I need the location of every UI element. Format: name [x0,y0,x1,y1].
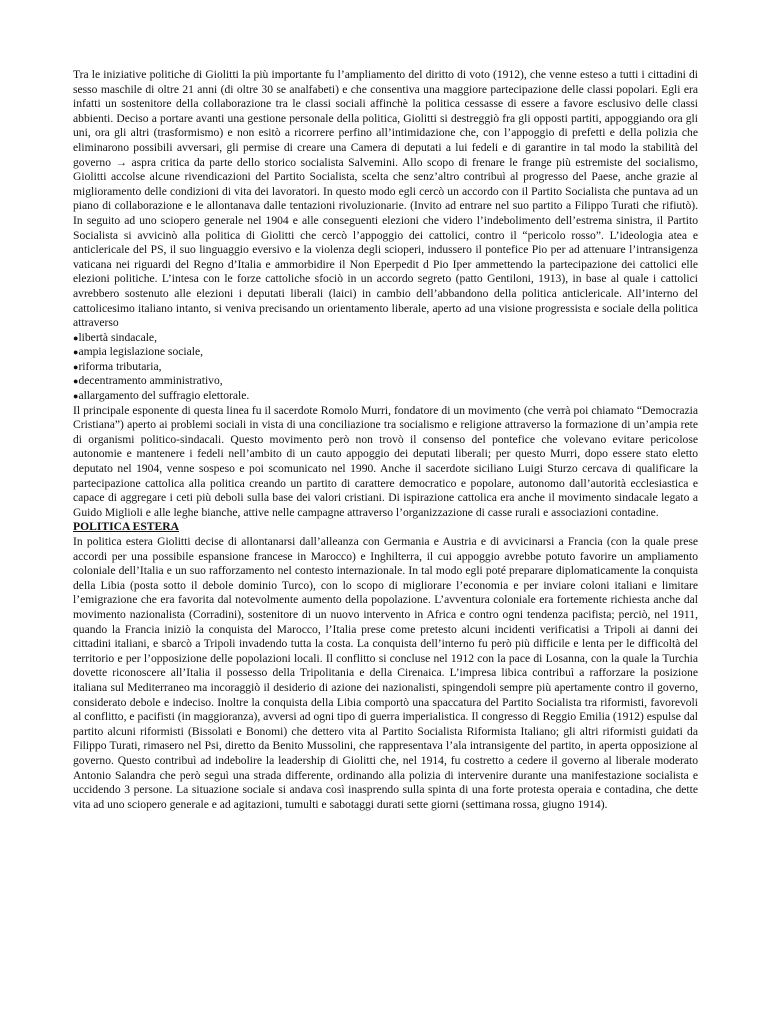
section-heading-politica-estera: POLITICA ESTERA [73,520,179,534]
list-item-text: ampia legislazione sociale, [78,345,204,359]
list-item [73,389,698,404]
paragraph-giolitti-politics: Tra le iniziative politiche di Giolitti la più importante fu l’ampliamento del diritto di voto (1912), che venne esteso a tutti i cittadini di sesso maschile di oltre 21 anni (di oltre 30 se analfabeti) e che consentiva una maggiore partecipazione delle classi popolari. Egli era infatti un sostenitore della collaborazione tra le classi sociali affinchè la politica cessasse di essere a favore esclusivo delle classi abbienti. Deciso a portare avanti una gestione personale della politica, Giolitti si destreggiò fra gli opposti partiti, appoggiando ora gli uni, ora gli altri (trasformismo) e non esitò a ricorrere perfino all’intimidazione che, con l’appoggio di prefetti e della polizia che eliminarono possibili avversari, gli permise di creare una Camera di deputati a lui fedeli e di garantire in tal modo la stabilità del governo → aspra critica da parte dello storico socialista Salvemini. Allo scopo di frenare le frange più estremiste del socialismo, Giolitti accolse alcune rivendicazioni del Partito Socialista, scelta che senz’altro contribuì al progresso del Paese, anche grazie al miglioramento delle condizioni di vita dei lavoratori. In questo modo egli cercò un accordo con il Partito Socialista che puntava ad un piano di collaborazione e le allontanava dalle tentazioni rivoluzionarie. (Invito ad entrare nel suo partito a Filippo Turati che rifiutò). In seguito ad uno sciopero generale nel 1904 e alle conseguenti elezioni che videro l’indebolimento dell’estrema sinistra, il Partito Socialista si avvicinò alla politica di Giolitti che cercò l’appoggio dei cattolici, contro il “pericolo rosso”. L’ideologia atea e anticlericale del PS, il suo linguaggio eversivo e la violenza degli scioperi, indussero il pontefice Pio per ad attenuare l’intransigenza vaticana nei riguardi del Regno d’Italia e ammorbidire il Non Eperpedit d Pio Iper ammettendo la partecipazione dei cattolici elle elezioni politiche. L’intesa con le forze cattoliche sfociò in un accordo segreto (patto Gentiloni, 1913), in base al quale i cattolici avrebbero sostenuto alle elezioni i deputati liberali (laici) in cambio dell’abbandono della politica anticlericale. All’interno del cattolicesimo italiano intanto, si veniva precisando un orientamento liberale, aperto ad una visione progressista e sociale della politica attraverso [73,68,698,330]
list-item-text: riforma tributaria, [78,359,162,373]
list-item-text: decentramento amministrativo, [78,374,223,388]
list-item-text: allargamento del suffragio elettorale. [78,389,250,403]
list-item-text: libertà sindacale, [78,330,157,344]
list-item [73,360,698,375]
paragraph-politica-estera: In politica estera Giolitti decise di allontanarsi dall’alleanza con Germania e Austria e di avvicinarsi a Francia (con la quale prese accordi per una possibile espansione francese in Marocco) e Inghilterra, il cui appoggio avrebbe potuto favorire un ampliamento coloniale dell’Italia e un suo rafforzamento nel contesto internazionale. In tal modo egli poté preparare diplomaticamente la conquista della Libia (posta sotto il debole dominio Turco), con lo scopo di migliorare l’economia e per inviare coloni italiani e limitare l’emigrazione che era favorita dal notevolmente aumento della popolazione. L’avventura coloniale era fortemente richiesta anche dal movimento nazionalista (Corradini), sostenitore di un nuovo intervento in Africa e contro ogni tendenza pacifista; perciò, nel 1911, quando la Francia iniziò la conquista del Marocco, l’Italia prese come pretesto alcuni incidenti verificatisi a Tripoli ai danni dei cittadini italiani, e sbarcò a Tripoli invadendo tutta la costa. La conquista dell’interno fu però più difficile e lenta per le difficoltà del territorio e per l’opposizione delle popolazioni locali. Il conflitto si concluse nel 1912 con la pace di Losanna, con la quale la Turchia dovette riconoscere all’Italia il possesso della Tripolitania e della Cirenaica. L’impresa libica contribuì a rafforzare la posizione italiana sul Mediterraneo ma incoraggiò il desiderio di azione dei nazionalisti, spingendoli sempre più apertamente contro il governo, considerato debole e indeciso. Inoltre la conquista della Libia comportò una spaccatura del Partito Socialista tra riformisti, favorevoli al conflitto, e pacifisti (in maggioranza), avversi ad ogni tipo di guerra imperialistica. Il congresso di Reggio Emilia (1912) espulse dal partito alcuni riformisti (Bissolati e Bonomi) che dettero vita al Partito Socialista Riformista Italiano; gli altri riformisti guidati da Filippo Turati, rimasero nel Psi, diretto da Benito Mussolini, che rappresentava l’ala intransigente del partito, in aperta opposizione al governo. Questo contribuì ad indebolire la leadership di Giolitti che, nel 1914, fu costretto a cedere il governo al liberale moderato Antonio Salandra che però seguì una strada differente, ordinando alla polizia di intervenire durante una manifestazione socialista e uccidendo 3 persone. La situazione sociale si andava così inasprendo sulla spinta di una forte protesta operaia e contadina, che dette vita ad uno sciopero generale e ad agitazioni, tumulti e sabotaggi durati sette giorni (settimana rossa, giugno 1914). [73,535,698,811]
bullet-icon: ● [73,361,79,372]
bullet-icon: ● [73,376,79,387]
list-item [73,331,698,346]
bullet-icon: ● [73,391,79,402]
list-item [73,374,698,389]
bullet-icon: ● [73,332,79,343]
list-item [73,345,698,360]
bullet-icon: ● [73,347,79,358]
document-page [73,68,698,812]
paragraph-murri: Il principale esponente di questa linea fu il sacerdote Romolo Murri, fondatore di un movimento (che verrà poi chiamato “Democrazia Cristiana”) aperto ai problemi sociali in vista di una conciliazione tra socialismo e religione attraverso la formazione di un’ampia rete di organismi politico-sindacali. Questo movimento però non trovò il consenso del pontefice che volevano evitare pericolose autonomie e mantenere i fedeli nell’ambito di un cauto appoggio dei deputati liberali; per questo Murri, dopo essere stato eletto deputato nel 1904, venne sospeso e poi scomunicato nel 1990. Anche il sacerdote siciliano Luigi Sturzo cercava di qualificare la partecipazione cattolica alla politica creando un partito di carattere democratico e popolare, autonomo dall’autorità ecclesiastica e capace di aggregare i ceti più deboli sulla base dei valori cristiani. Di ispirazione cattolica era anche il movimento sindacale legato a Guido Miglioli e alle leghe bianche, attive nelle campagne attraverso l’organizzazione di casse rurali e associazioni contadine. [73,403,698,519]
bullet-list [73,331,698,404]
